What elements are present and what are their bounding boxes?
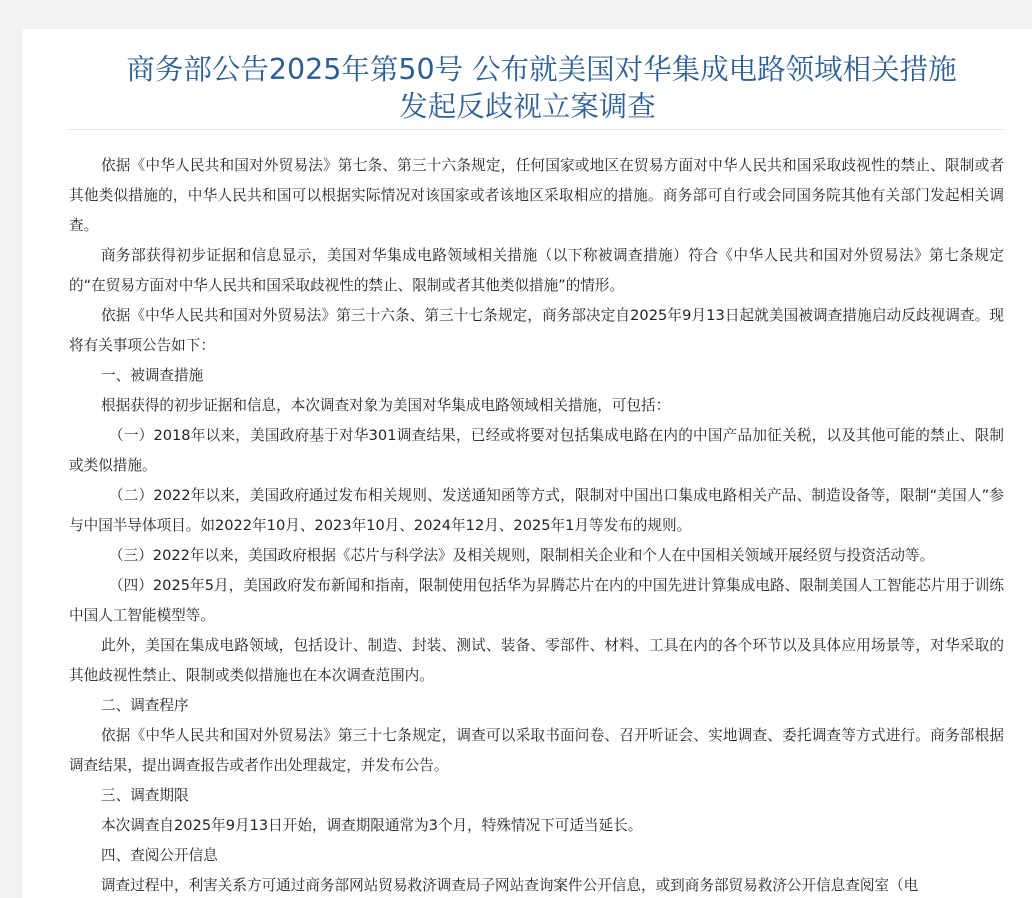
body-paragraph: 依据《中华人民共和国对外贸易法》第七条、第三十六条规定，任何国家或地区在贸易方面对中华人民共和国采取歧视性的禁止、限制或者其他类似措施的，中华人民共和国可以根据实际情况对该国家或者该地区采取相应的措施。商务部可自行或会同国务院其他有关部门发起相关调查。 xyxy=(69,157,1004,234)
body-paragraph: 此外，美国在集成电路领域，包括设计、制造、封装、测试、装备、零部件、材料、工具在内的各个环节以及具体应用场景等，对华采取的其他歧视性禁止、限制或类似措施也在本次调查范围内。 xyxy=(69,637,1004,684)
list-item: （二）2022年以来，美国政府通过发布相关规则、发送通知函等方式，限制对中国出口集成电路相关产品、制造设备等，限制“美国人”参与中国半导体项目。如2022年10月、2023年10月、2024年12月、2025年1月等发布的规则。 xyxy=(69,487,1004,534)
title-divider xyxy=(68,129,1004,130)
body-paragraph: 依据《中华人民共和国对外贸易法》第三十七条规定，调查可以采取书面问卷、召开听证会、实地调查、委托调查等方式进行。商务部根据调查结果，提出调查报告或者作出处理裁定，并发布公告。 xyxy=(69,727,1004,774)
page-title xyxy=(23,29,1032,125)
page-title-line-2: 发起反歧视立案调查 xyxy=(399,90,656,123)
body-paragraph: 依据《中华人民共和国对外贸易法》第三十六条、第三十七条规定，商务部决定自2025年9月13日起就美国被调查措施启动反歧视调查。现将有关事项公告如下： xyxy=(69,307,1005,354)
section-heading: 四、查阅公开信息 xyxy=(101,847,218,864)
page-title-line-1: 商务部公告2025年第50号 公布就美国对华集成电路领域相关措施 xyxy=(126,53,957,86)
list-item: （三）2022年以来，美国政府根据《芯片与科学法》及相关规则，限制相关企业和个人在中国相关领域开展经贸与投资活动等。 xyxy=(109,547,935,564)
body-paragraph: 根据获得的初步证据和信息，本次调查对象为美国对华集成电路领域相关措施，可包括： xyxy=(101,397,671,414)
section-heading: 二、调查程序 xyxy=(101,697,189,714)
section-heading: 三、调查期限 xyxy=(101,787,189,804)
list-item: （四）2025年5月，美国政府发布新闻和指南，限制使用包括华为昇腾芯片在内的中国先进计算集成电路、限制美国人工智能芯片用于训练中国人工智能模型等。 xyxy=(69,577,1004,624)
body-paragraph: 本次调查自2025年9月13日开始，调查期限通常为3个月，特殊情况下可适当延长。 xyxy=(101,817,643,834)
article-body xyxy=(69,151,1004,898)
list-item: （一）2018年以来，美国政府基于对华301调查结果，已经或将要对包括集成电路在内的中国产品加征关税，以及其他可能的禁止、限制或类似措施。 xyxy=(69,427,1004,474)
body-paragraph: 调查过程中，利害关系方可通过商务部网站贸易救济调查局子网站查询案件公开信息，或到商务部贸易救济公开信息查阅室（电 xyxy=(101,877,919,894)
section-heading: 一、被调查措施 xyxy=(101,367,204,384)
document-page xyxy=(23,29,1032,898)
body-paragraph: 商务部获得初步证据和信息显示，美国对华集成电路领域相关措施（以下称被调查措施）符合《中华人民共和国对外贸易法》第七条规定的“在贸易方面对中华人民共和国采取歧视性的禁止、限制或者其他类似措施”的情形。 xyxy=(69,247,1004,294)
